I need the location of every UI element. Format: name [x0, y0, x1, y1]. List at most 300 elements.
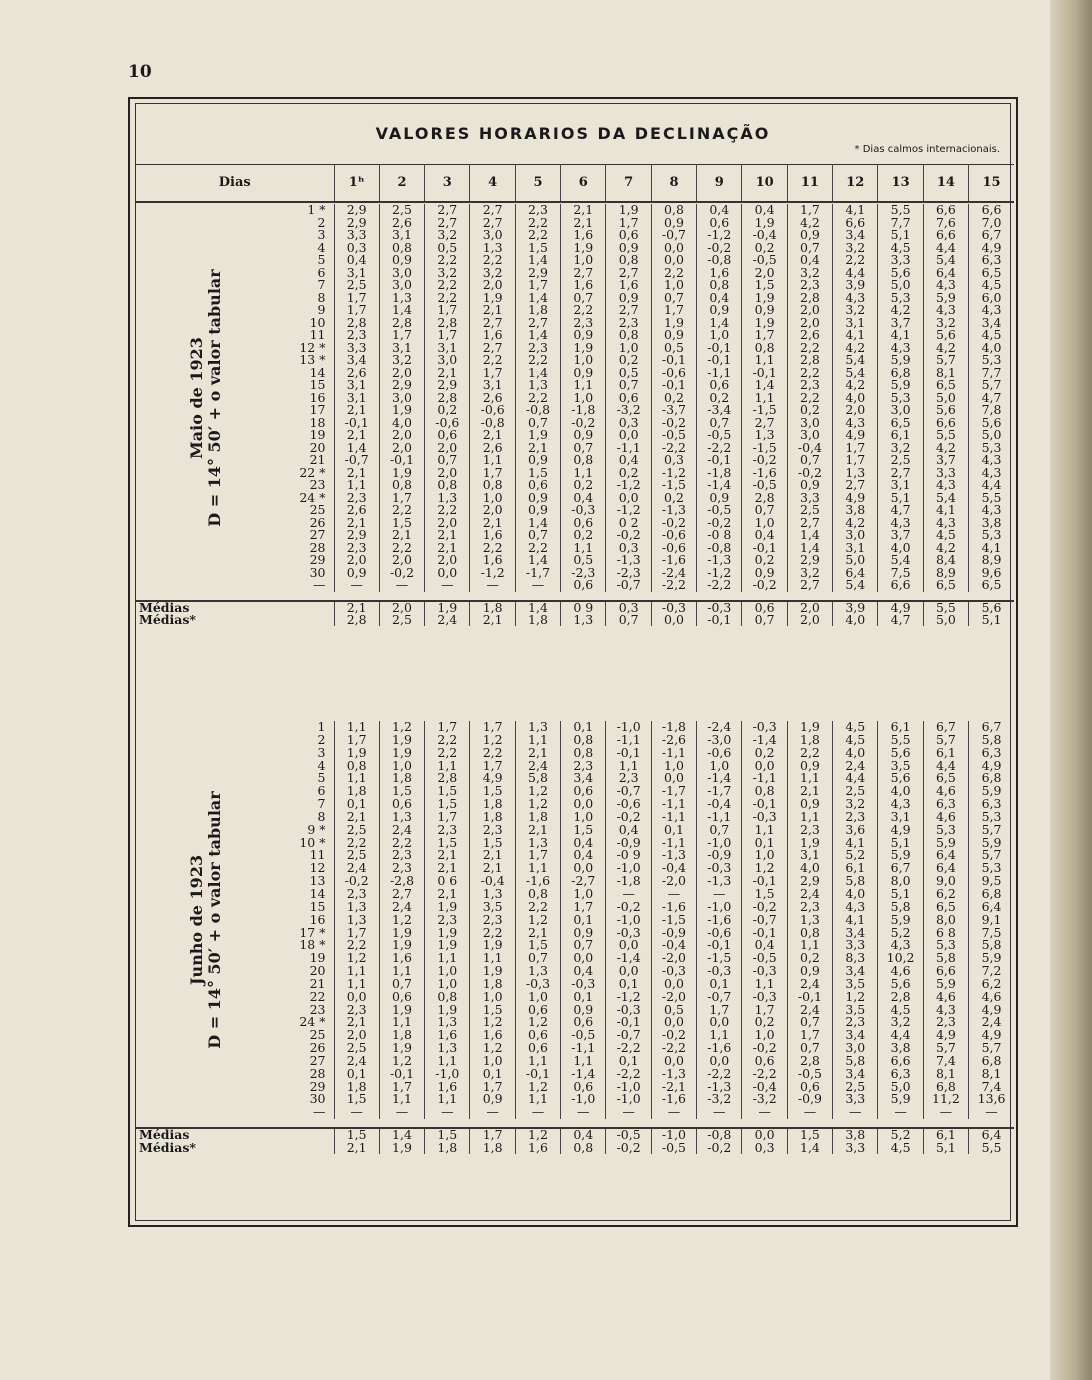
value-cell: -0,3 [606, 927, 651, 940]
value-cell: 5,7 [981, 1040, 1002, 1056]
value-cell: 4,2 [833, 342, 878, 355]
value-cell: -1,3 [651, 1068, 696, 1081]
value-cell: 1,5 [425, 837, 470, 850]
value-cell: 2,4 [787, 1004, 832, 1017]
medias-value-cell: 2,4 [425, 614, 470, 626]
value-cell: 2,0 [470, 504, 515, 517]
value-cell: 2,3 [606, 772, 651, 785]
value-cell: 4,3 [981, 502, 1002, 517]
value-cell: 6,7 [981, 719, 1002, 734]
medias-value-cell: 5,6 [981, 599, 1002, 615]
value-cell: 4,9 [923, 1029, 968, 1042]
value-cell: 1,9 [515, 429, 560, 442]
value-cell: 1,9 [470, 939, 515, 952]
value-cell: 1,0 [515, 991, 560, 1004]
value-cell: -0,2 [742, 1042, 787, 1055]
value-cell: 0,8 [606, 329, 651, 342]
value-cell: 1,4 [697, 317, 742, 330]
value-cell: 1,2 [833, 991, 878, 1004]
value-cell: 7,6 [923, 217, 968, 230]
hour-header-cell: 11 [787, 165, 832, 203]
value-cell: 2,1 [561, 217, 606, 230]
value-cell: -1,1 [651, 811, 696, 824]
value-cell: 3,1 [334, 379, 379, 392]
value-cell: 2,3 [379, 849, 424, 862]
value-cell: 6,2 [981, 975, 1002, 991]
value-cell: 4,2 [878, 304, 923, 317]
value-cell: 1,2 [470, 1016, 515, 1029]
value-cell: 2,0 [425, 467, 470, 480]
day-cell: 18 [276, 417, 334, 430]
value-cell: 4,5 [981, 277, 1002, 292]
value-cell: 0,8 [379, 479, 424, 492]
value-cell: -0,4 [742, 229, 787, 242]
value-cell: 0,7 [379, 978, 424, 991]
medias-value-cell: 1,7 [470, 1129, 515, 1141]
value-cell: 0,1 [742, 837, 787, 850]
value-cell: 0,9 [651, 329, 696, 342]
value-cell: -0,2 [742, 579, 787, 592]
value-cell: 1,2 [334, 952, 379, 965]
value-cell: -1,6 [651, 901, 696, 914]
value-cell: 2,1 [425, 849, 470, 862]
value-cell: -1,0 [697, 837, 742, 850]
medias-value-cell: 5,0 [923, 614, 968, 626]
value-cell: 3,2 [470, 267, 515, 280]
value-cell: -1,1 [561, 1042, 606, 1055]
value-cell: 0,0 [742, 760, 787, 773]
value-cell: 3,4 [833, 927, 878, 940]
day-cell: 28 [276, 1068, 334, 1081]
medias-value-cell: 2,1 [470, 614, 515, 626]
value-cell: — [833, 1106, 878, 1119]
medias-value-cell: -0,1 [697, 614, 742, 626]
value-cell: 1,8 [334, 785, 379, 798]
value-cell: 1,3 [379, 811, 424, 824]
value-cell: 0,6 [697, 379, 742, 392]
medias-value-cell: -0,3 [651, 602, 696, 614]
value-cell: 1,1 [515, 1093, 560, 1106]
value-cell: 1,1 [334, 978, 379, 991]
value-cell: 0,7 [561, 292, 606, 305]
value-cell: -0,1 [651, 354, 696, 367]
value-cell: 4,3 [923, 517, 968, 530]
value-cell: -3,2 [606, 404, 651, 417]
value-cell: 2,7 [833, 479, 878, 492]
day-cell: 14 [276, 367, 334, 380]
value-cell: 4,5 [981, 327, 1002, 342]
value-cell: 6,5 [981, 577, 1002, 592]
value-cell: 2,7 [470, 217, 515, 230]
value-cell: 5,9 [878, 354, 923, 367]
value-cell: 0,8 [425, 991, 470, 1004]
value-cell: 4,1 [981, 539, 1002, 555]
hour-header-cell: 15 [969, 165, 1014, 203]
value-cell: -0,3 [515, 978, 560, 991]
value-cell: 1,1 [470, 454, 515, 467]
value-cell: 2,1 [470, 429, 515, 442]
value-cell: 0,4 [742, 204, 787, 217]
hour-header [136, 164, 1014, 203]
value-cell: -2,6 [651, 734, 696, 747]
value-cell: 2,2 [425, 254, 470, 267]
value-cell: 0,2 [742, 747, 787, 760]
value-cell: 2,1 [470, 862, 515, 875]
day-cell: 26 [276, 517, 334, 530]
value-cell: 1,5 [470, 837, 515, 850]
value-cell: 0,1 [606, 978, 651, 991]
value-cell: 4,1 [833, 204, 878, 217]
value-cell: 8,4 [923, 554, 968, 567]
value-cell: -1,1 [742, 772, 787, 785]
value-cell: 1,5 [379, 785, 424, 798]
value-cell: 0,7 [651, 292, 696, 305]
value-cell: — [606, 888, 651, 901]
value-cell: 6,6 [981, 202, 1002, 217]
value-cell: -1,5 [651, 479, 696, 492]
day-cell: 13 * [276, 354, 334, 367]
day-cell: 4 [276, 760, 334, 773]
value-cell: -0,2 [651, 517, 696, 530]
value-cell: 2,9 [787, 554, 832, 567]
value-cell: 1,4 [515, 254, 560, 267]
value-cell: 3,0 [379, 267, 424, 280]
value-cell: 1,7 [470, 1081, 515, 1094]
value-cell: 0,7 [787, 1016, 832, 1029]
value-cell: 0,4 [697, 292, 742, 305]
value-cell: 3,1 [379, 229, 424, 242]
value-cell: — [742, 1106, 787, 1119]
value-cell: 3,1 [787, 849, 832, 862]
hour-header-cell: 7 [606, 165, 651, 203]
value-cell: -1,4 [742, 734, 787, 747]
value-cell: 4,3 [833, 292, 878, 305]
value-cell: 1,5 [425, 785, 470, 798]
value-cell: 0,0 [697, 1055, 742, 1068]
value-cell: 3,3 [334, 229, 379, 242]
hour-header-cell: 4 [470, 165, 515, 203]
value-cell: -0,1 [697, 354, 742, 367]
value-cell: -2,2 [697, 579, 742, 592]
value-cell: 6,5 [923, 901, 968, 914]
value-cell: -1,1 [606, 734, 651, 747]
value-cell: 6,3 [981, 744, 1002, 760]
value-cell: 1,3 [515, 837, 560, 850]
value-cell: -0 9 [606, 849, 651, 862]
value-cell: 5,6 [981, 414, 1002, 430]
medias-value-cell: 4,0 [833, 614, 878, 626]
value-cell: 2,2 [787, 392, 832, 405]
value-cell: 3,0 [425, 354, 470, 367]
value-cell: 1,0 [651, 279, 696, 292]
value-cell: -0,5 [787, 1068, 832, 1081]
day-cell: 3 [276, 747, 334, 760]
value-cell: 2,7 [787, 579, 832, 592]
value-cell: -1,3 [697, 554, 742, 567]
value-cell: 1,0 [742, 849, 787, 862]
value-cell: 2,2 [515, 392, 560, 405]
value-cell: 6,8 [923, 1081, 968, 1094]
value-cell: 2,4 [334, 1055, 379, 1068]
value-cell: 1,5 [515, 467, 560, 480]
medias-value-cell: 0,7 [606, 614, 651, 626]
value-cell: 1,4 [787, 529, 832, 542]
value-cell: -0,5 [742, 952, 787, 965]
value-cell: 6,4 [833, 567, 878, 580]
value-cell: 5,0 [981, 427, 1002, 442]
value-cell: 0,9 [515, 492, 560, 505]
medias-value-cell: 5,2 [878, 1129, 923, 1141]
day-cell: 10 [276, 317, 334, 330]
value-cell: 1,0 [606, 342, 651, 355]
value-cell: 0,9 [787, 479, 832, 492]
value-cell: -0,7 [697, 991, 742, 1004]
medias-value-cell: 0,7 [742, 614, 787, 626]
value-cell: 1,7 [606, 217, 651, 230]
value-cell: 2,7 [470, 342, 515, 355]
value-cell: 4,6 [981, 988, 1002, 1004]
value-cell: 0,4 [697, 204, 742, 217]
medias-value-cell: 2,5 [379, 614, 424, 626]
value-cell: -1,6 [651, 1093, 696, 1106]
value-cell: 1,9 [651, 317, 696, 330]
value-cell: 0,5 [651, 342, 696, 355]
value-cell: 3,5 [833, 978, 878, 991]
value-cell: 2,3 [833, 811, 878, 824]
value-cell: 7,7 [878, 217, 923, 230]
value-cell: 5,0 [878, 279, 923, 292]
value-cell: 7,4 [981, 1078, 1002, 1094]
value-cell: 2,2 [334, 939, 379, 952]
day-cell: 22 [276, 991, 334, 1004]
value-cell: 1,4 [515, 329, 560, 342]
value-cell: 5,8 [981, 731, 1002, 747]
value-cell: 4,0 [379, 417, 424, 430]
day-cell: 11 [276, 329, 334, 342]
value-cell: 2,3 [561, 317, 606, 330]
value-cell: 1,9 [470, 965, 515, 978]
value-cell: 2,1 [515, 824, 560, 837]
value-cell: 3,0 [833, 1042, 878, 1055]
day-cell: 2 [276, 217, 334, 230]
medias-value-cell: 4,5 [878, 1142, 923, 1154]
value-cell: 0,9 [561, 429, 606, 442]
value-cell: 0 2 [606, 517, 651, 530]
value-cell: -1,2 [606, 479, 651, 492]
value-cell: 4,5 [833, 721, 878, 734]
value-cell: 4,3 [981, 464, 1002, 480]
value-cell: 4,3 [833, 901, 878, 914]
value-cell: 5,8 [833, 1055, 878, 1068]
value-cell: 6,1 [878, 429, 923, 442]
value-cell: — [334, 579, 379, 592]
value-cell: 2,4 [787, 888, 832, 901]
value-cell: 6,4 [923, 267, 968, 280]
value-cell: -1,6 [697, 1042, 742, 1055]
value-cell: 4,3 [981, 452, 1002, 467]
value-cell: 0,9 [515, 454, 560, 467]
value-cell: 1,9 [379, 734, 424, 747]
value-cell: -0,2 [697, 242, 742, 255]
value-cell: 5,5 [923, 429, 968, 442]
value-cell: 4,0 [787, 862, 832, 875]
value-cell: 1,9 [425, 1004, 470, 1017]
day-cell: 18 * [276, 939, 334, 952]
value-cell: 9,5 [981, 873, 1002, 889]
medias-value-cell: 1,8 [470, 1142, 515, 1154]
value-cell: 1,3 [515, 379, 560, 392]
value-cell: 8,1 [923, 367, 968, 380]
value-cell: 2,9 [334, 217, 379, 230]
value-cell: 0,2 [787, 952, 832, 965]
month-section-table [136, 721, 1014, 1154]
value-cell: 4,6 [923, 811, 968, 824]
value-cell: -0,8 [697, 254, 742, 267]
value-cell: 2,7 [425, 204, 470, 217]
value-cell: 1,6 [379, 952, 424, 965]
day-cell: 27 [276, 1055, 334, 1068]
value-cell: 2,9 [379, 379, 424, 392]
value-cell: 3,4 [833, 965, 878, 978]
value-cell: 1,7 [515, 849, 560, 862]
value-cell: 2,0 [425, 554, 470, 567]
value-cell: 6,6 [923, 417, 968, 430]
value-cell: 1,0 [697, 329, 742, 342]
value-cell: 4,2 [923, 442, 968, 455]
value-cell: 1,0 [425, 978, 470, 991]
day-cell: 23 [276, 1004, 334, 1017]
day-cell: 13 [276, 875, 334, 888]
value-cell: -1,2 [697, 229, 742, 242]
value-cell: — [470, 1106, 515, 1119]
value-cell: 0,3 [606, 417, 651, 430]
month-section-table [136, 204, 1014, 626]
value-cell: -0,3 [742, 965, 787, 978]
value-cell: 3,6 [833, 824, 878, 837]
value-cell: 1,0 [742, 517, 787, 530]
value-cell: -0,5 [651, 429, 696, 442]
value-cell: 1,9 [787, 837, 832, 850]
day-cell: 30 [276, 567, 334, 580]
value-cell: 0,6 [561, 1081, 606, 1094]
value-cell: — [878, 1106, 923, 1119]
value-cell: 1,1 [561, 1055, 606, 1068]
value-cell: 1,9 [470, 292, 515, 305]
value-cell: 0,6 [379, 991, 424, 1004]
value-cell: 13,6 [977, 1091, 1006, 1107]
value-cell: 0,2 [787, 404, 832, 417]
value-cell: 2,1 [425, 529, 470, 542]
day-cell: 17 * [276, 927, 334, 940]
value-cell: 3,2 [379, 354, 424, 367]
value-cell: 3,8 [878, 1042, 923, 1055]
value-cell: 6,6 [878, 1055, 923, 1068]
value-cell: 6,8 [981, 885, 1002, 901]
medias-value-cell: 1,4 [515, 602, 560, 614]
value-cell: -2,2 [651, 442, 696, 455]
value-cell: 1,1 [561, 379, 606, 392]
value-cell: 0,6 [515, 1029, 560, 1042]
value-cell: — [379, 579, 424, 592]
value-cell: -1,6 [651, 554, 696, 567]
value-cell: 2,2 [651, 267, 696, 280]
value-cell: -1,2 [470, 567, 515, 580]
hour-header-cell: 10 [742, 165, 787, 203]
value-cell: 1,3 [425, 492, 470, 505]
days-header: Dias [136, 165, 334, 203]
value-cell: 4,1 [923, 504, 968, 517]
day-cell: 15 [276, 901, 334, 914]
value-cell: -0,3 [742, 721, 787, 734]
value-cell: 1,7 [425, 811, 470, 824]
value-cell: 5,9 [878, 379, 923, 392]
hour-header-cell: 12 [833, 165, 878, 203]
value-cell: 0,8 [742, 342, 787, 355]
value-cell: 3,4 [561, 772, 606, 785]
value-cell: 1,2 [742, 862, 787, 875]
value-cell: 0,7 [787, 242, 832, 255]
value-cell: -0 8 [697, 529, 742, 542]
medias-value-cell: -0,3 [697, 602, 742, 614]
value-cell: 6,5 [923, 579, 968, 592]
value-cell: 1,5 [379, 517, 424, 530]
value-cell: 2,3 [833, 1016, 878, 1029]
value-cell: 2,9 [787, 875, 832, 888]
value-cell: -1,5 [742, 442, 787, 455]
day-cell: 25 [276, 1029, 334, 1042]
value-cell: -2,4 [651, 567, 696, 580]
value-cell: -1,2 [606, 504, 651, 517]
value-cell: 1,7 [470, 760, 515, 773]
value-cell: 5,1 [878, 229, 923, 242]
value-cell: -0,3 [561, 504, 606, 517]
value-cell: 1,7 [651, 304, 696, 317]
table-frame [128, 97, 1018, 1227]
value-cell: 0,8 [515, 888, 560, 901]
value-cell: 6,3 [923, 798, 968, 811]
value-cell: 4,1 [833, 837, 878, 850]
value-cell: 2,2 [787, 342, 832, 355]
value-cell: 5,4 [923, 492, 968, 505]
hour-header-cell: 1ʰ [334, 165, 379, 203]
value-cell: 2,2 [379, 504, 424, 517]
value-cell: — [651, 1106, 696, 1119]
value-cell: 1,1 [561, 467, 606, 480]
value-cell: -1,1 [651, 837, 696, 850]
value-cell: 0,1 [470, 1068, 515, 1081]
value-cell: 0,7 [697, 824, 742, 837]
value-cell: -1,7 [651, 785, 696, 798]
value-cell: -0,8 [470, 417, 515, 430]
value-cell: 0,1 [561, 721, 606, 734]
value-cell: 5,4 [878, 554, 923, 567]
value-cell: 0,6 [425, 429, 470, 442]
value-cell: 4,5 [923, 529, 968, 542]
value-cell: 2,4 [981, 1014, 1002, 1030]
value-cell: 3,3 [878, 254, 923, 267]
value-cell: 1,1 [515, 862, 560, 875]
value-cell: 1,1 [515, 734, 560, 747]
value-cell: 0,5 [425, 242, 470, 255]
value-cell: -1,8 [651, 721, 696, 734]
value-cell: 0,6 [787, 1081, 832, 1094]
day-cell: 5 [276, 254, 334, 267]
value-cell: -0,1 [379, 454, 424, 467]
value-cell: 4,0 [833, 888, 878, 901]
value-cell: 2,6 [470, 392, 515, 405]
value-cell: 0,8 [425, 479, 470, 492]
value-cell: 4,3 [923, 1004, 968, 1017]
